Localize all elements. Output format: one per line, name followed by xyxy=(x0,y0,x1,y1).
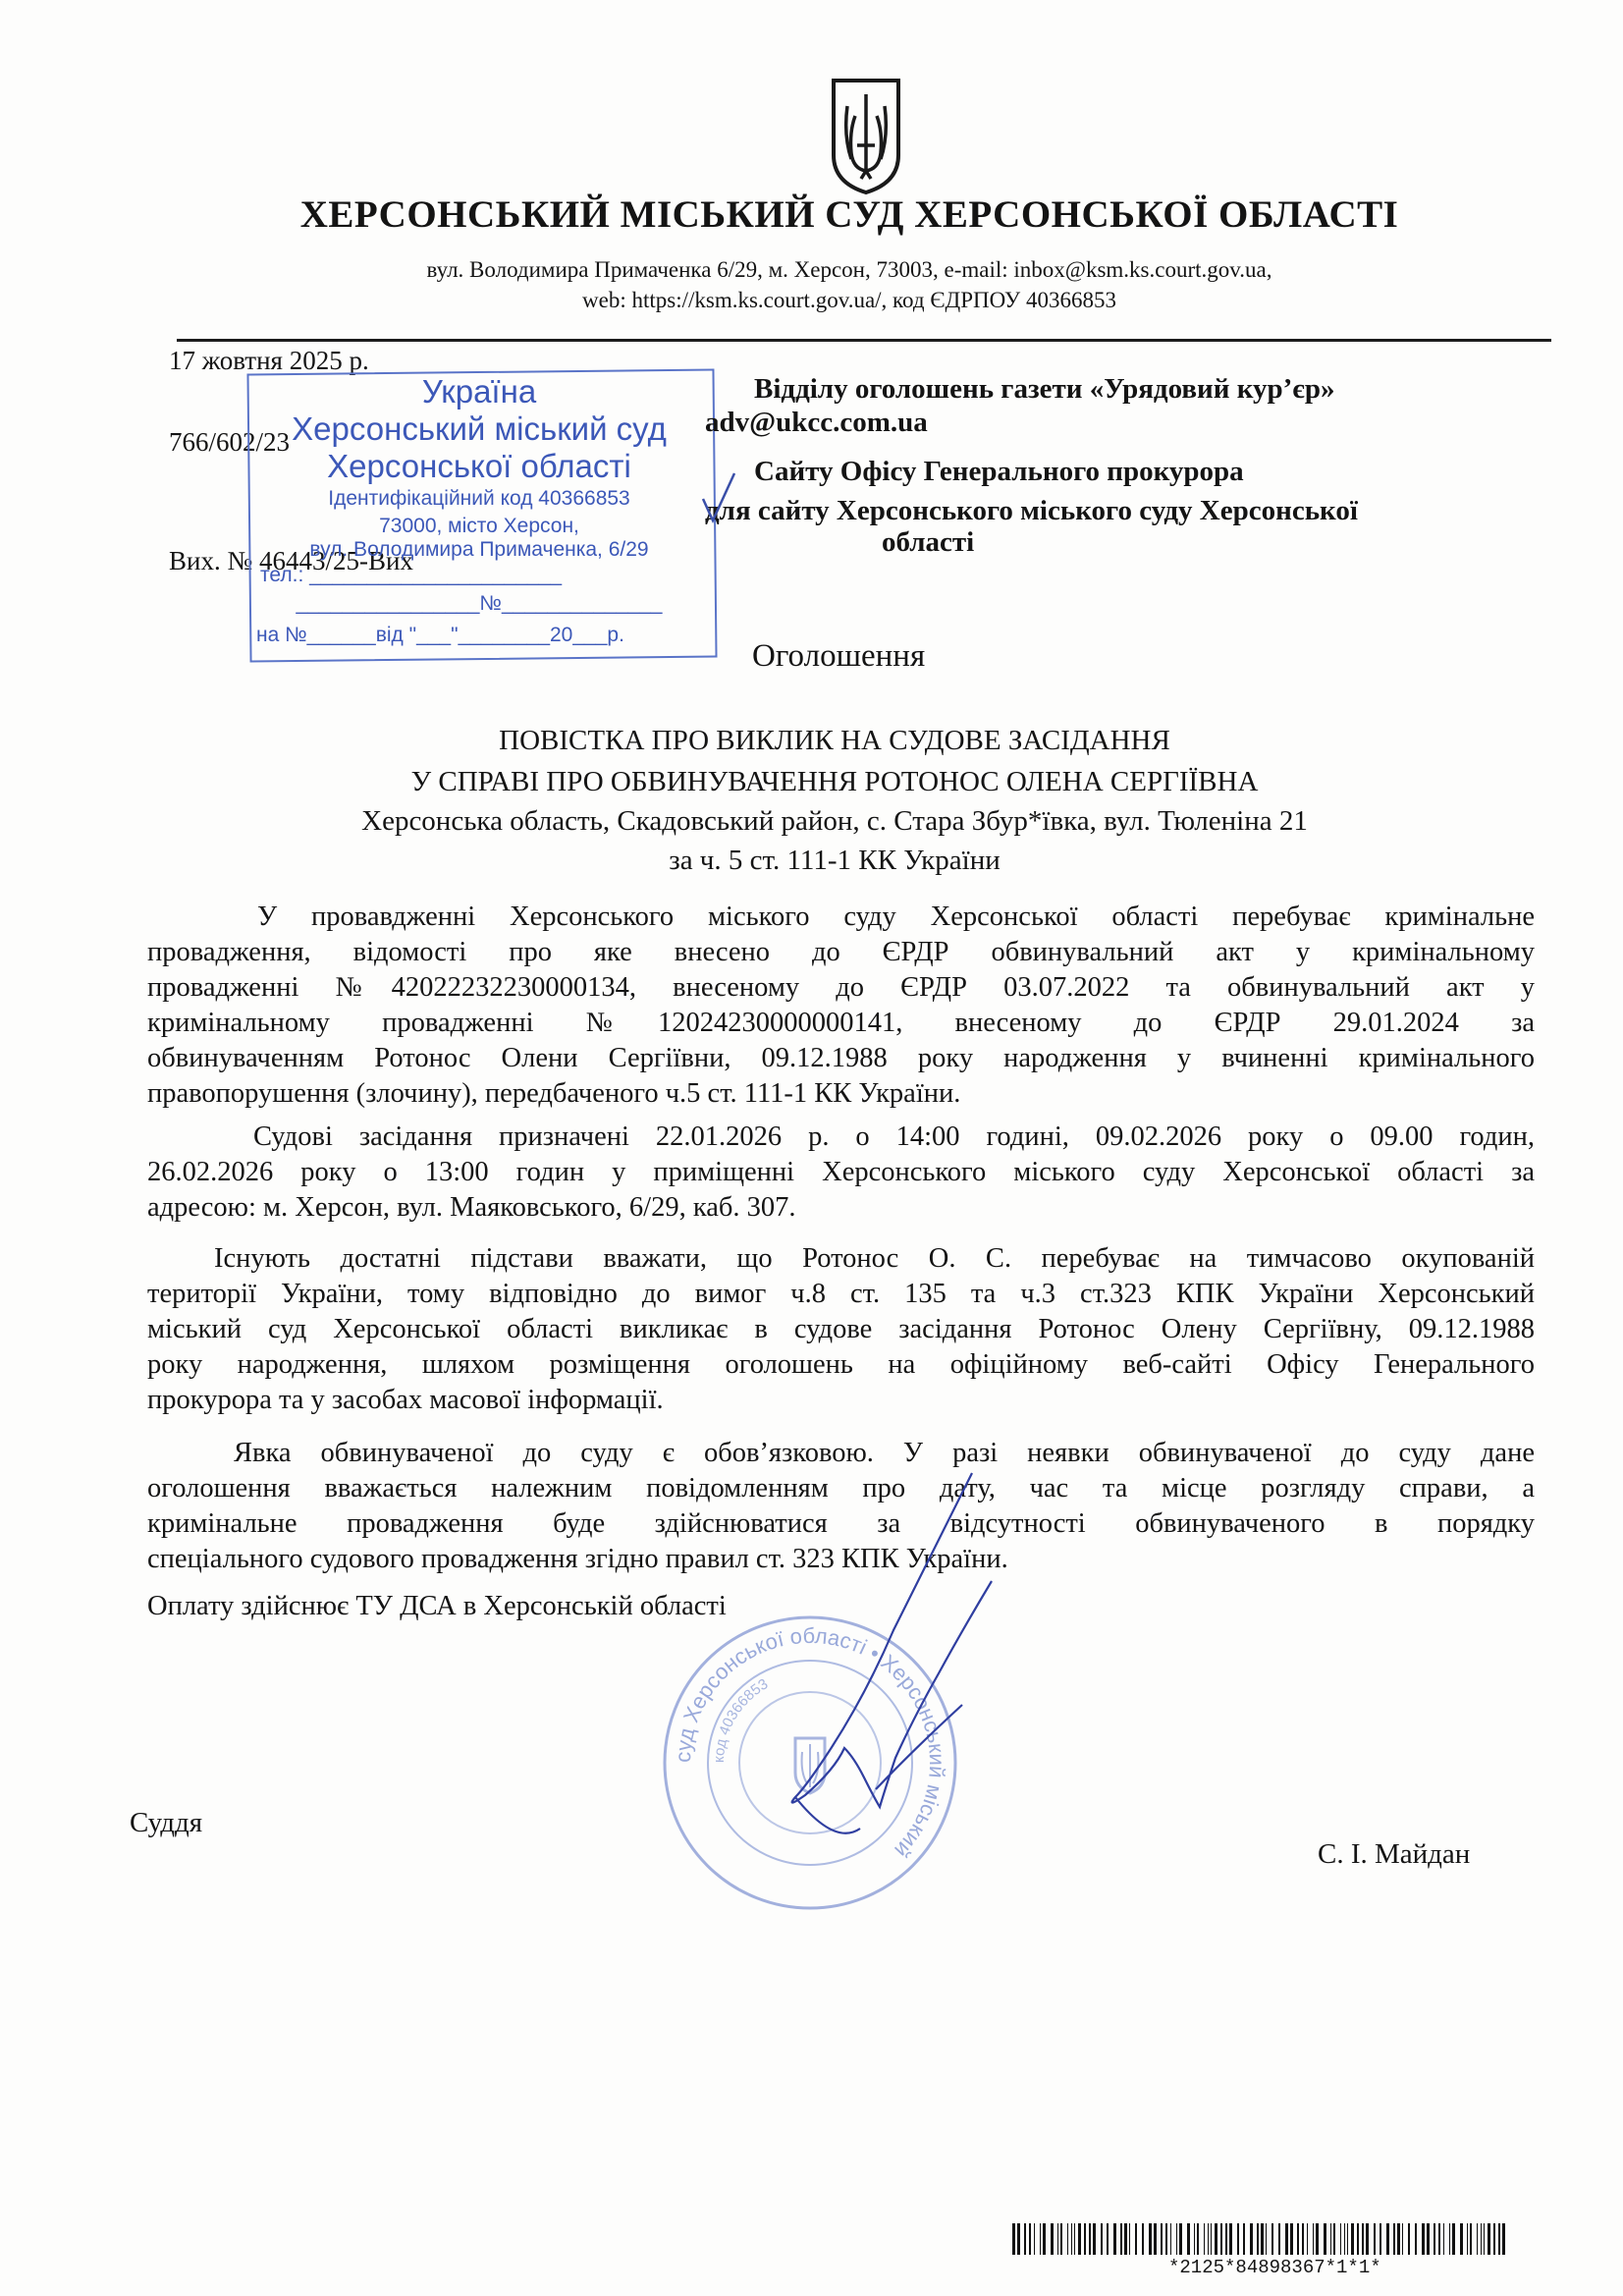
barcode-bar xyxy=(1165,2223,1167,2255)
barcode-bar xyxy=(1460,2223,1463,2255)
barcode-bar xyxy=(1029,2223,1031,2255)
barcode-bar xyxy=(1194,2223,1195,2255)
barcode-bar xyxy=(1208,2223,1209,2255)
barcode-bar xyxy=(1498,2223,1500,2255)
stamp-line: 73000, місто Херсон, xyxy=(379,515,579,537)
barcode-bar xyxy=(1113,2223,1116,2255)
body-line: року народження, шляхом розміщення оголошень на офіційному веб-сайті Офісу Генерального xyxy=(147,1349,1535,1380)
barcode-bar xyxy=(1477,2223,1478,2255)
document-date: 17 жовтня 2025 р. xyxy=(169,346,369,375)
barcode-bar xyxy=(1290,2223,1293,2255)
barcode-bar xyxy=(1250,2223,1253,2255)
barcode-bar xyxy=(1366,2223,1369,2255)
barcode-bar xyxy=(1060,2223,1062,2255)
addressee-line: adv@ukcc.com.ua xyxy=(705,407,928,438)
barcode-bar xyxy=(1179,2223,1182,2255)
registration-stamp xyxy=(248,371,718,664)
barcode-bar xyxy=(1467,2223,1468,2255)
seal-inner-text: код 40366853 xyxy=(710,1675,772,1764)
barcode-bar xyxy=(1493,2223,1495,2255)
payment-line: Оплату здійснює ТУ ДСА в Херсонській області xyxy=(147,1591,727,1621)
stamp-line: тел.: ______________________ xyxy=(260,564,563,586)
summons-title: ПОВІСТКА ПРО ВИКЛИК НА СУДОВЕ ЗАСІДАННЯ xyxy=(499,725,1170,756)
barcode-bar xyxy=(1386,2223,1389,2255)
body-line: Явка обвинуваченої до суду є обов’язковою. У разі неявки обвинуваченої до суду дане xyxy=(234,1438,1535,1468)
barcode-bar xyxy=(1012,2223,1015,2255)
barcode-bar xyxy=(1278,2223,1280,2255)
barcode-bar xyxy=(1316,2223,1319,2255)
barcode-bar xyxy=(1120,2223,1122,2255)
court-name-heading: ХЕРСОНСЬКИЙ МІСЬКИЙ СУД ХЕРСОНСЬКОЇ ОБЛАСТІ xyxy=(299,193,1399,236)
barcode-bar xyxy=(1393,2223,1395,2255)
body-line: кримінальне провадження буде здійснюватися за відсутності обвинуваченого в порядку xyxy=(147,1508,1535,1539)
coat-of-arms-icon xyxy=(828,77,904,196)
body-line: кримінальному провадженні №12024230000000141, внесеному до ЄРДР 29.01.2024 за xyxy=(147,1008,1535,1038)
barcode-bar xyxy=(1357,2223,1359,2255)
barcode-bar xyxy=(1237,2223,1239,2255)
barcode-bar xyxy=(1154,2223,1157,2255)
barcode-bar xyxy=(1142,2223,1144,2255)
document-barcode xyxy=(1012,2223,1513,2255)
body-line: провадженні №42022232230000134, внесеному до ЄРДР 03.07.2022 та обвинувальний акт у xyxy=(147,972,1535,1003)
barcode-bar xyxy=(1438,2223,1440,2255)
barcode-bar xyxy=(1261,2223,1264,2255)
body-line: Існують достатні підстави вважати, що Ротонос О. С. перебуває на тимчасово окупованій xyxy=(214,1243,1535,1274)
charge-article: за ч. 5 ст. 111-1 КК України xyxy=(669,845,1001,876)
barcode-bar xyxy=(1067,2223,1068,2255)
barcode-bar xyxy=(1204,2223,1205,2255)
barcode-bar xyxy=(1024,2223,1026,2255)
defendant-address: Херсонська область, Скадовський район, с. Стара Збур*ївка, вул. Тюленіна 21 xyxy=(361,805,1308,837)
addressee-line: для сайту Херсонського міського суду Херсонської xyxy=(705,495,1358,526)
stamp-line: на №______від "___"________20___р. xyxy=(256,624,624,646)
barcode-bar xyxy=(1040,2223,1041,2255)
barcode-bar xyxy=(1229,2223,1232,2255)
case-number: 766/602/23 xyxy=(169,427,291,457)
barcode-bar xyxy=(1101,2223,1103,2255)
barcode-bar xyxy=(1093,2223,1096,2255)
barcode-bar xyxy=(1397,2223,1400,2255)
judge-name: С. І. Майдан xyxy=(1318,1838,1471,1870)
barcode-bar xyxy=(1225,2223,1227,2255)
barcode-bar xyxy=(1129,2223,1130,2255)
barcode-bar xyxy=(1344,2223,1345,2255)
barcode-bar xyxy=(1449,2223,1450,2255)
body-line: провадження, відомості про яке внесено до ЄРДР обвинувальний акт у кримінальному xyxy=(147,937,1535,967)
barcode-bar xyxy=(1488,2223,1490,2255)
barcode-bar xyxy=(1481,2223,1482,2255)
barcode-bar xyxy=(1176,2223,1177,2255)
barcode-bar xyxy=(1215,2223,1217,2255)
stamp-line: вул. Володимира Примаченка, 6/29 xyxy=(309,538,649,561)
barcode-number: *2125*84898367*1*1* xyxy=(1168,2257,1381,2278)
barcode-bar xyxy=(1135,2223,1137,2255)
summons-subtitle: У СПРАВІ ПРО ОБВИНУВАЧЕННЯ РОТОНОС ОЛЕНА СЕРГІЇВНА xyxy=(410,766,1259,797)
barcode-bar xyxy=(1017,2223,1020,2255)
barcode-bar xyxy=(1089,2223,1091,2255)
body-line: адресою: м. Херсон, вул. Маяковського, 6/29, каб. 307. xyxy=(147,1192,796,1223)
judge-role-label: Суддя xyxy=(130,1807,203,1838)
barcode-bar xyxy=(1187,2223,1190,2255)
barcode-bar xyxy=(1452,2223,1455,2255)
barcode-bar xyxy=(1266,2223,1267,2255)
body-line: прокурора та у засобах масової інформації. xyxy=(147,1385,664,1415)
body-line: правопорушення (злочину), передбаченого ч.5 ст. 111-1 КК України. xyxy=(147,1078,961,1109)
barcode-bar xyxy=(1484,2223,1485,2255)
barcode-bar xyxy=(1074,2223,1075,2255)
body-line: У провавдженні Херсонського міського суду Херсонської області перебуває кримінальне xyxy=(257,902,1535,932)
barcode-bar xyxy=(1297,2223,1299,2255)
seal-outer-text: суд Херсонської області • Херсонський міський xyxy=(670,1622,950,1863)
barcode-bar xyxy=(1351,2223,1354,2255)
court-web-line: web: https://ksm.ks.court.gov.ua/, код ЄДРПОУ 40366853 xyxy=(582,288,1116,312)
body-line: спеціального судового провадження згідно правил ст. 323 КПК України. xyxy=(147,1544,1008,1574)
barcode-bar xyxy=(1362,2223,1364,2255)
barcode-bar xyxy=(1422,2223,1425,2255)
stamp-line: Херсонської області xyxy=(327,448,631,484)
barcode-bar xyxy=(1285,2223,1288,2255)
barcode-bar xyxy=(1271,2223,1273,2255)
barcode-bar xyxy=(1330,2223,1331,2255)
body-line: 26.02.2026 року о 13:00 годин у приміщенні Херсонського міського суду Херсонської області за xyxy=(147,1157,1535,1187)
court-address-line: вул. Володимира Примаченка 6/29, м. Херсон, 73003, e-mail: inbox@ksm.ks.court.gov.ua, xyxy=(426,257,1272,282)
barcode-bar xyxy=(1078,2223,1081,2255)
barcode-bar xyxy=(1034,2223,1035,2255)
barcode-bar xyxy=(1302,2223,1304,2255)
barcode-bar xyxy=(1340,2223,1341,2255)
barcode-bar xyxy=(1380,2223,1381,2255)
barcode-bar xyxy=(1043,2223,1046,2255)
barcode-bar xyxy=(1502,2223,1505,2255)
barcode-bar xyxy=(1324,2223,1326,2255)
barcode-bar xyxy=(1071,2223,1072,2255)
stamp-line: ________________№______________ xyxy=(296,592,663,615)
barcode-bar xyxy=(1211,2223,1212,2255)
barcode-bar xyxy=(1170,2223,1171,2255)
barcode-bar xyxy=(1374,2223,1376,2255)
addressee-line: області xyxy=(882,526,975,558)
body-line: Судові засідання призначені 22.01.2026 р. о 14:00 годині, 09.02.2026 року о 09.00 годин, xyxy=(253,1121,1535,1152)
barcode-bar xyxy=(1408,2223,1410,2255)
barcode-bar xyxy=(1124,2223,1127,2255)
barcode-bar xyxy=(1057,2223,1058,2255)
header-divider xyxy=(177,339,1551,342)
barcode-bar xyxy=(1051,2223,1054,2255)
barcode-bar xyxy=(1084,2223,1086,2255)
barcode-bar xyxy=(1161,2223,1163,2255)
body-line: оголошення вважається належним повідомленням про дату, час та місце розгляду справи, а xyxy=(147,1473,1535,1503)
stamp-line: Україна xyxy=(421,373,537,410)
checkmark-icon xyxy=(699,469,738,524)
addressee-line: Відділу оголошень газети «Урядовий кур’єр» xyxy=(754,373,1335,405)
barcode-bar xyxy=(1149,2223,1152,2255)
barcode-bar xyxy=(1333,2223,1335,2255)
barcode-bar xyxy=(1427,2223,1430,2255)
stamp-line: Херсонський міський суд xyxy=(292,410,667,447)
barcode-bar xyxy=(1470,2223,1472,2255)
barcode-bar xyxy=(1307,2223,1308,2255)
barcode-bar xyxy=(1313,2223,1314,2255)
announcement-heading: Оголошення xyxy=(752,638,926,674)
body-line: обвинуваченням Ротонос Олени Сергіївни, 09.12.1988 року народження у вчиненні кримінального xyxy=(147,1043,1535,1073)
barcode-bar xyxy=(1347,2223,1348,2255)
body-line: території України, тому відповідно до вимог ч.8 ст. 135 та ч.3 ст.323 КПК України Херсонський xyxy=(147,1279,1535,1309)
stamp-line: Ідентифікаційний код 40366853 xyxy=(328,487,630,510)
barcode-bar xyxy=(1257,2223,1259,2255)
barcode-bar xyxy=(1402,2223,1403,2255)
barcode-bar xyxy=(1443,2223,1444,2255)
judge-signature-scribble xyxy=(766,1463,1021,1856)
outgoing-number: Вих. № 46443/25-Вих xyxy=(169,546,413,575)
barcode-bar xyxy=(1220,2223,1222,2255)
barcode-bar xyxy=(1197,2223,1199,2255)
addressee-line: Сайту Офісу Генерального прокурора xyxy=(754,456,1244,487)
body-line: міський суд Херсонської області викликає в судове засідання Ротонос Олену Сергіївну, 09.12.1988 xyxy=(147,1314,1535,1344)
barcode-bar xyxy=(1415,2223,1417,2255)
barcode-bar xyxy=(1243,2223,1245,2255)
barcode-bar xyxy=(1107,2223,1109,2255)
barcode-bar xyxy=(1434,2223,1435,2255)
